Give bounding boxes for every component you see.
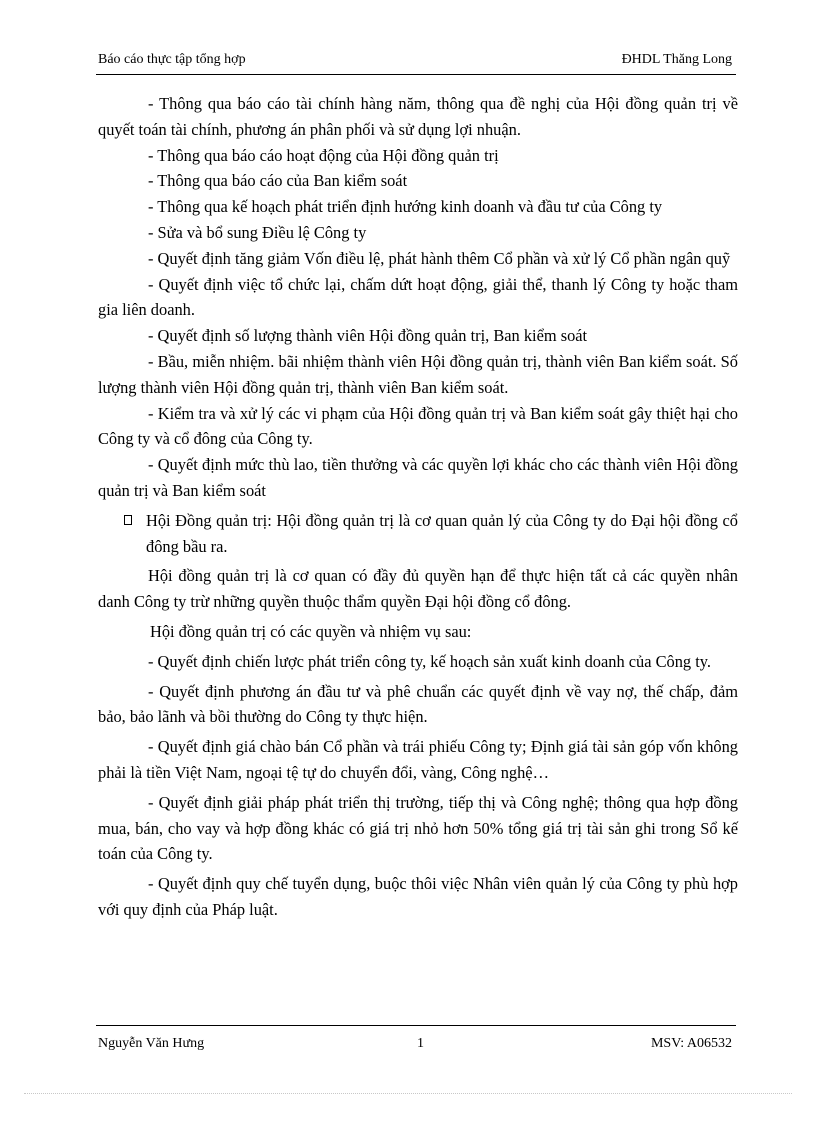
paragraph: - Thông qua báo cáo tài chính hàng năm, thông qua đề nghị của Hội đồng quản trị về quyết toán tài chính, phương án phân phối và sử dụng lợi nhuận. bbox=[98, 94, 738, 139]
paragraph: - Quyết định tăng giảm Vốn điều lệ, phát hành thêm Cổ phần và xử lý Cổ phần ngân quỹ bbox=[148, 248, 731, 268]
paragraph: - Thông qua kế hoạch phát triển định hướng kinh doanh và đầu tư của Công ty bbox=[148, 197, 663, 217]
header-divider bbox=[96, 74, 736, 75]
paragraph: - Thông qua báo cáo của Ban kiểm soát bbox=[148, 171, 408, 191]
paragraph: - Quyết định việc tổ chức lại, chấm dứt hoạt động, giải thể, thanh lý Công ty hoặc tham gia liên doanh. bbox=[98, 274, 738, 320]
paragraph: - Thông qua báo cáo hoạt động của Hội đồng quản trị bbox=[148, 145, 499, 165]
page-header bbox=[98, 48, 732, 68]
page-edge-line bbox=[24, 1093, 792, 1094]
paragraph: - Quyết định giải pháp phát triển thị trường, tiếp thị và Công nghệ; thông qua hợp đồng mua, bán, cho vay và hợp đồng khác có giá trị nhỏ hơn 50% tổng giá trị tài sản ghi trong Sổ kế toán của Công ty. bbox=[98, 792, 738, 864]
bullet-text: Hội Đồng quản trị: Hội đồng quản trị là cơ quan quản lý của Công ty do Đại hội đồng cổ đông bầu ra. bbox=[146, 510, 738, 556]
paragraph: Hội đồng quản trị là cơ quan có đầy đủ quyền hạn để thực hiện tất cả các quyền nhân danh Công ty trừ những quyền thuộc thẩm quyền Đại hội đồng cổ đông. bbox=[98, 566, 738, 612]
footer-student-id: MSV: A06532 bbox=[650, 1036, 732, 1051]
footer-divider bbox=[96, 1025, 736, 1026]
paragraph: - Quyết định giá chào bán Cổ phần và trái phiếu Công ty; Định giá tài sản góp vốn không phải là tiền Việt Nam, ngoại tệ tự do chuyển đổi, vàng, Công nghệ… bbox=[98, 737, 738, 782]
paragraph: - Kiểm tra và xử lý các vi phạm của Hội đồng quản trị và Ban kiểm soát gây thiệt hại cho Công ty và cổ đông của Công ty. bbox=[98, 403, 738, 449]
paragraph: - Sửa và bổ sung Điều lệ Công ty bbox=[148, 222, 367, 242]
paragraph: - Quyết định phương án đầu tư và phê chuẩn các quyết định về vay nợ, thế chấp, đảm bảo, bảo lãnh và bồi thường do Công ty thực hiện. bbox=[98, 681, 738, 727]
document-body bbox=[98, 91, 738, 923]
bullet-item bbox=[98, 508, 738, 560]
footer-author: Nguyễn Văn Hưng bbox=[98, 1036, 205, 1051]
square-bullet-icon bbox=[124, 515, 132, 525]
header-report-title: Báo cáo thực tập tổng hợp bbox=[98, 52, 246, 67]
paragraph: - Quyết định số lượng thành viên Hội đồng quản trị, Ban kiểm soát bbox=[148, 326, 588, 346]
paragraph: - Quyết định mức thù lao, tiền thưởng và các quyền lợi khác cho các thành viên Hội đồng quản trị và Ban kiểm soát bbox=[98, 455, 738, 500]
header-university: ĐHDL Thăng Long bbox=[621, 52, 732, 67]
paragraph: - Quyết định quy chế tuyển dụng, buộc thôi việc Nhân viên quản lý của Công ty phù hợp với quy định của Pháp luật. bbox=[98, 874, 738, 919]
paragraph: - Bầu, miễn nhiệm. bãi nhiệm thành viên Hội đồng quản trị, thành viên Ban kiểm soát. Số lượng thành viên Hội đồng quản trị, thành viên Ban kiểm soát. bbox=[98, 351, 738, 397]
footer-page-number: 1 bbox=[417, 1036, 424, 1051]
paragraph: Hội đồng quản trị có các quyền và nhiệm vụ sau: bbox=[150, 621, 472, 641]
paragraph: - Quyết định chiến lược phát triển công ty, kế hoạch sản xuất kinh doanh của Công ty. bbox=[148, 651, 712, 671]
page-footer bbox=[98, 1036, 732, 1056]
